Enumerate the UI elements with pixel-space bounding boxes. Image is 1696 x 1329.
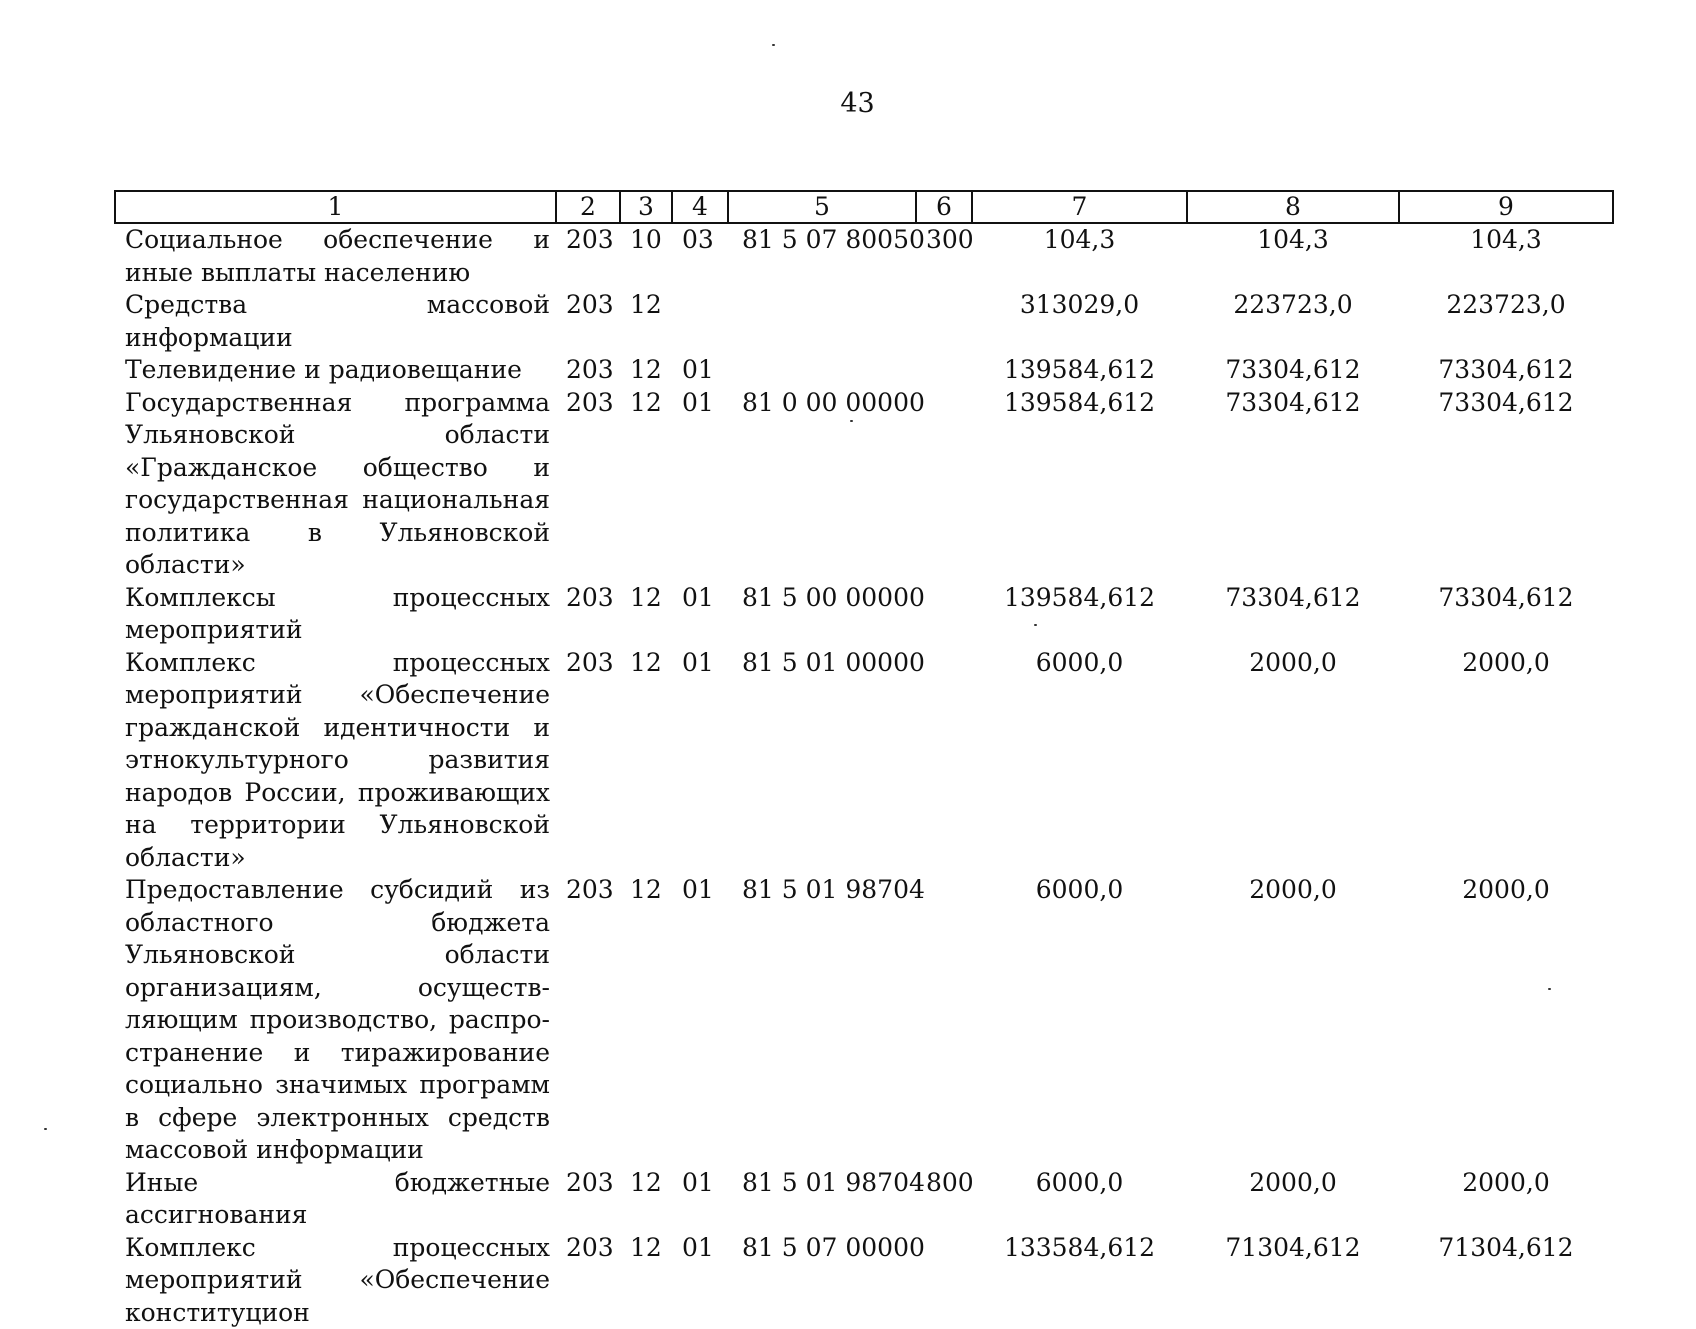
row-code-6 bbox=[916, 354, 972, 387]
row-value-9: 104,3 bbox=[1399, 223, 1613, 289]
column-header: 4 bbox=[672, 191, 728, 223]
row-code-2: 203 bbox=[556, 582, 620, 647]
table-row bbox=[115, 1232, 1613, 1329]
scan-speck bbox=[44, 1128, 47, 1130]
row-value-9: 73304,612 bbox=[1399, 387, 1613, 582]
row-value-8: 223723,0 bbox=[1187, 289, 1399, 354]
row-name: Социальное обеспечение и иные выплаты населению bbox=[115, 223, 556, 289]
row-value-9: 2000,0 bbox=[1399, 647, 1613, 875]
row-code-4: 03 bbox=[672, 223, 728, 289]
column-header: 6 bbox=[916, 191, 972, 223]
page-number: 43 bbox=[0, 88, 1696, 119]
row-value-7: 6000,0 bbox=[972, 647, 1187, 875]
row-code-3: 12 bbox=[620, 582, 672, 647]
table-row bbox=[115, 1167, 1613, 1232]
row-code-5: 81 5 01 98704 bbox=[728, 1167, 916, 1232]
row-code-4: 01 bbox=[672, 647, 728, 875]
row-code-4: 01 bbox=[672, 1232, 728, 1329]
row-code-3: 12 bbox=[620, 647, 672, 875]
row-code-4: 01 bbox=[672, 874, 728, 1167]
row-name: Комплексы процессных мероприятий bbox=[115, 582, 556, 647]
table-row bbox=[115, 582, 1613, 647]
table-row bbox=[115, 223, 1613, 289]
row-code-5: 81 5 07 00000 bbox=[728, 1232, 916, 1329]
row-code-5: 81 5 01 98704 bbox=[728, 874, 916, 1167]
row-code-3: 12 bbox=[620, 387, 672, 582]
table-row bbox=[115, 354, 1613, 387]
row-code-2: 203 bbox=[556, 647, 620, 875]
row-code-6 bbox=[916, 289, 972, 354]
row-code-6: 800 bbox=[916, 1167, 972, 1232]
row-code-5: 81 0 00 00000 bbox=[728, 387, 916, 582]
row-code-2: 203 bbox=[556, 223, 620, 289]
row-code-5: 81 5 07 80050 bbox=[728, 223, 916, 289]
row-value-8: 2000,0 bbox=[1187, 647, 1399, 875]
table-row bbox=[115, 289, 1613, 354]
row-value-8: 73304,612 bbox=[1187, 354, 1399, 387]
column-header: 8 bbox=[1187, 191, 1399, 223]
row-code-3: 12 bbox=[620, 874, 672, 1167]
row-code-3: 12 bbox=[620, 289, 672, 354]
row-name: Иные бюджетные ассигнования bbox=[115, 1167, 556, 1232]
column-header: 1 bbox=[115, 191, 556, 223]
table-header bbox=[115, 191, 1613, 223]
row-value-7: 104,3 bbox=[972, 223, 1187, 289]
row-value-8: 2000,0 bbox=[1187, 874, 1399, 1167]
row-code-2: 203 bbox=[556, 1167, 620, 1232]
row-code-2: 203 bbox=[556, 1232, 620, 1329]
row-value-7: 139584,612 bbox=[972, 582, 1187, 647]
row-value-9: 71304,612 bbox=[1399, 1232, 1613, 1329]
table-row bbox=[115, 647, 1613, 875]
table-body bbox=[115, 223, 1613, 1329]
row-name: Государственная программа Ульяновской области «Гражданское общество и государственная национальная политика в Ульяновской области» bbox=[115, 387, 556, 582]
row-code-6 bbox=[916, 874, 972, 1167]
row-name: Комплекс процессных мероприятий «Обеспечение гражданской идентичности и этнокультурного развития народов России, проживающих на территории Ульяновской области» bbox=[115, 647, 556, 875]
row-name: Комплекс процессных мероприятий «Обеспечение конституцион bbox=[115, 1232, 556, 1329]
row-value-8: 71304,612 bbox=[1187, 1232, 1399, 1329]
row-value-8: 104,3 bbox=[1187, 223, 1399, 289]
row-code-4: 01 bbox=[672, 387, 728, 582]
column-header: 9 bbox=[1399, 191, 1613, 223]
row-code-2: 203 bbox=[556, 354, 620, 387]
row-value-9: 2000,0 bbox=[1399, 1167, 1613, 1232]
row-code-3: 12 bbox=[620, 1167, 672, 1232]
column-header: 5 bbox=[728, 191, 916, 223]
row-code-5: 81 5 00 00000 bbox=[728, 582, 916, 647]
row-code-2: 203 bbox=[556, 387, 620, 582]
budget-table bbox=[114, 190, 1614, 1329]
row-code-6: 300 bbox=[916, 223, 972, 289]
row-value-8: 73304,612 bbox=[1187, 387, 1399, 582]
row-code-5: 81 5 01 00000 bbox=[728, 647, 916, 875]
row-name: Предоставление субсидий из областного бюджета Ульяновской области организациям, осуществляющим производство, распространение и тиражирование социально значимых программ в сфере электронных средств массовой информации bbox=[115, 874, 556, 1167]
row-code-4: 01 bbox=[672, 582, 728, 647]
row-code-2: 203 bbox=[556, 289, 620, 354]
row-value-7: 133584,612 bbox=[972, 1232, 1187, 1329]
row-value-9: 73304,612 bbox=[1399, 582, 1613, 647]
row-code-4: 01 bbox=[672, 354, 728, 387]
table-row bbox=[115, 387, 1613, 582]
row-value-7: 6000,0 bbox=[972, 874, 1187, 1167]
row-code-3: 12 bbox=[620, 1232, 672, 1329]
row-code-5 bbox=[728, 354, 916, 387]
column-header: 7 bbox=[972, 191, 1187, 223]
row-value-8: 2000,0 bbox=[1187, 1167, 1399, 1232]
row-value-7: 313029,0 bbox=[972, 289, 1187, 354]
row-name: Телевидение и радиовещание bbox=[115, 354, 556, 387]
row-value-9: 73304,612 bbox=[1399, 354, 1613, 387]
row-code-6 bbox=[916, 647, 972, 875]
row-code-3: 10 bbox=[620, 223, 672, 289]
row-value-8: 73304,612 bbox=[1187, 582, 1399, 647]
row-code-4 bbox=[672, 289, 728, 354]
column-header: 2 bbox=[556, 191, 620, 223]
row-value-9: 2000,0 bbox=[1399, 874, 1613, 1167]
row-code-2: 203 bbox=[556, 874, 620, 1167]
row-value-9: 223723,0 bbox=[1399, 289, 1613, 354]
row-value-7: 139584,612 bbox=[972, 387, 1187, 582]
column-header: 3 bbox=[620, 191, 672, 223]
table-row bbox=[115, 874, 1613, 1167]
row-code-5 bbox=[728, 289, 916, 354]
row-value-7: 6000,0 bbox=[972, 1167, 1187, 1232]
scan-speck bbox=[772, 44, 775, 46]
header-row bbox=[115, 191, 1613, 223]
row-code-3: 12 bbox=[620, 354, 672, 387]
row-code-4: 01 bbox=[672, 1167, 728, 1232]
row-value-7: 139584,612 bbox=[972, 354, 1187, 387]
row-name: Средства массовой информации bbox=[115, 289, 556, 354]
